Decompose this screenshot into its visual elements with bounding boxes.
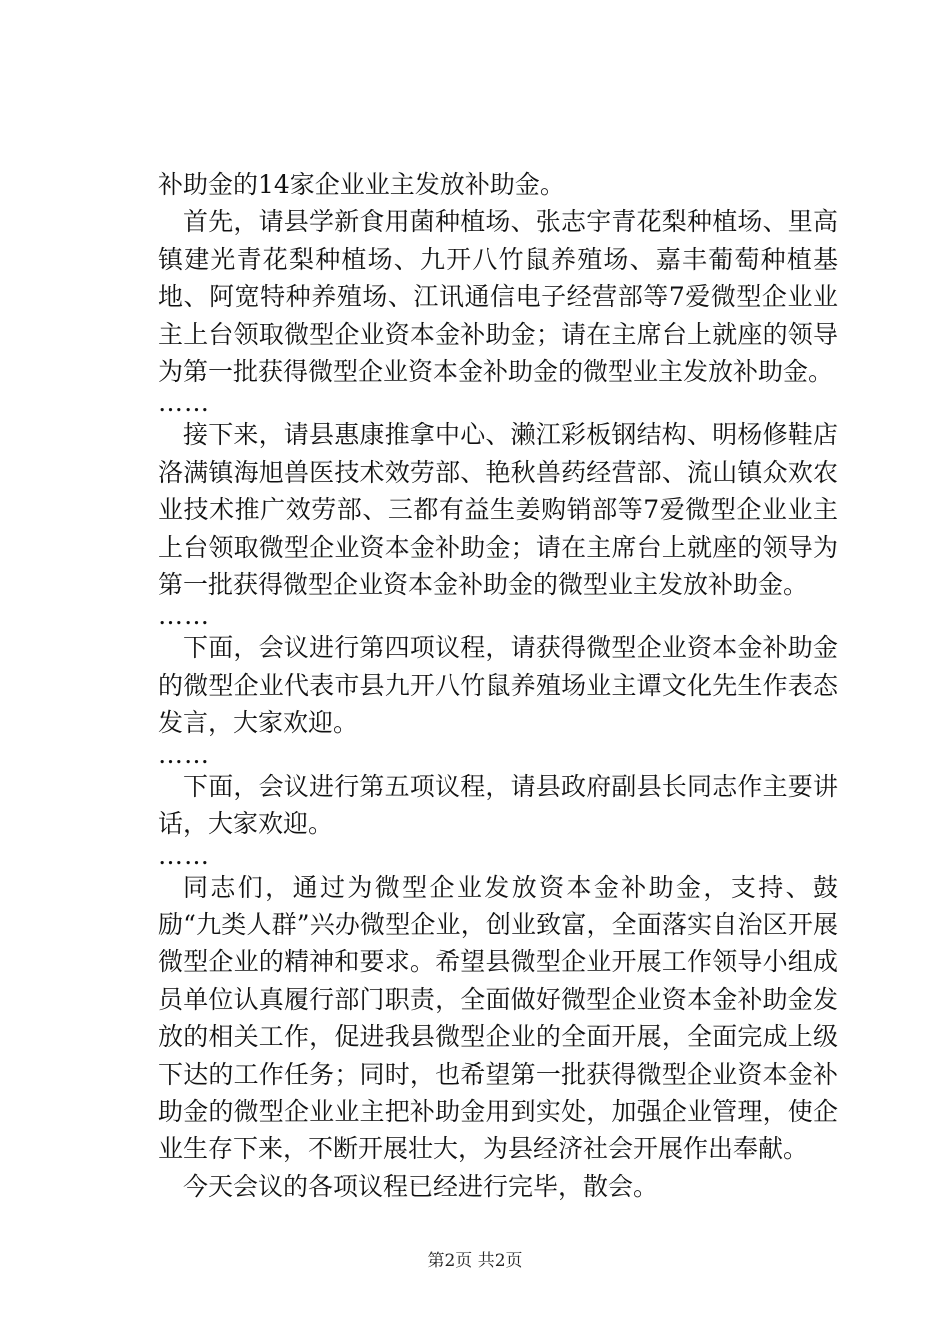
paragraph-continuation: 补助金的14家企业业主发放补助金。 <box>158 170 565 199</box>
ellipsis-separator: …… <box>158 388 210 418</box>
paragraph-agenda-four: 下面，会议进行第四项议程，请获得微型企业资本金补助金的微型企业代表市县九开八竹鼠养殖场业主谭文化先生作表态发言，大家欢迎。 <box>158 633 838 738</box>
paragraph-agenda-five: 下面，会议进行第五项议程，请县政府副县长同志作主要讲话，大家欢迎。 <box>158 771 838 839</box>
ellipsis-separator: …… <box>158 739 210 769</box>
paragraph-second-batch: 接下来，请县惠康推拿中心、濑江彩板钢结构、明杨修鞋店洛满镇海旭兽医技术效劳部、艳秋兽药经营部、流山镇众欢农业技术推广效劳部、三都有益生姜购销部等7爱微型企业业主上台领取微型企业资本金补助金；请在主席台上就座的领导为第一批获得微型企业资本金补助金的微型业主发放补助金。 <box>158 420 838 600</box>
ellipsis-separator: …… <box>158 840 210 870</box>
paragraph-closing-remarks: 同志们，通过为微型企业发放资本金补助金，支持、鼓励“九类人群”兴办微型企业，创业致富，全面落实自治区开展微型企业的精神和要求。希望县微型企业开展工作领导小组成员单位认真履行部门职责，全面做好微型企业资本金补助金发放的相关工作，促进我县微型企业的全面开展，全面完成上级下达的工作任务；同时，也希望第一批获得微型企业资本金补助金的微型企业业主把补助金用到实处，加强企业管理，使企业生存下来，不断开展壮大，为县经济社会开展作出奉献。 <box>158 872 838 1164</box>
page-footer: 第2页 共2页 <box>427 1251 523 1271</box>
document-body <box>158 166 838 1205</box>
ellipsis-separator: …… <box>158 601 210 631</box>
paragraph-adjourn: 今天会议的各项议程已经进行完毕，散会。 <box>183 1171 659 1201</box>
paragraph-first-batch: 首先，请县学新食用菌种植场、张志宇青花梨种植场、里高镇建光青花梨种植场、九开八竹鼠养殖场、嘉丰葡萄种植基地、阿宽特种养殖场、江讯通信电子经营部等7爱微型企业业主上台领取微型企业资本金补助金；请在主席台上就座的领导为第一批获得微型企业资本金补助金的微型业主发放补助金。 <box>158 207 838 387</box>
